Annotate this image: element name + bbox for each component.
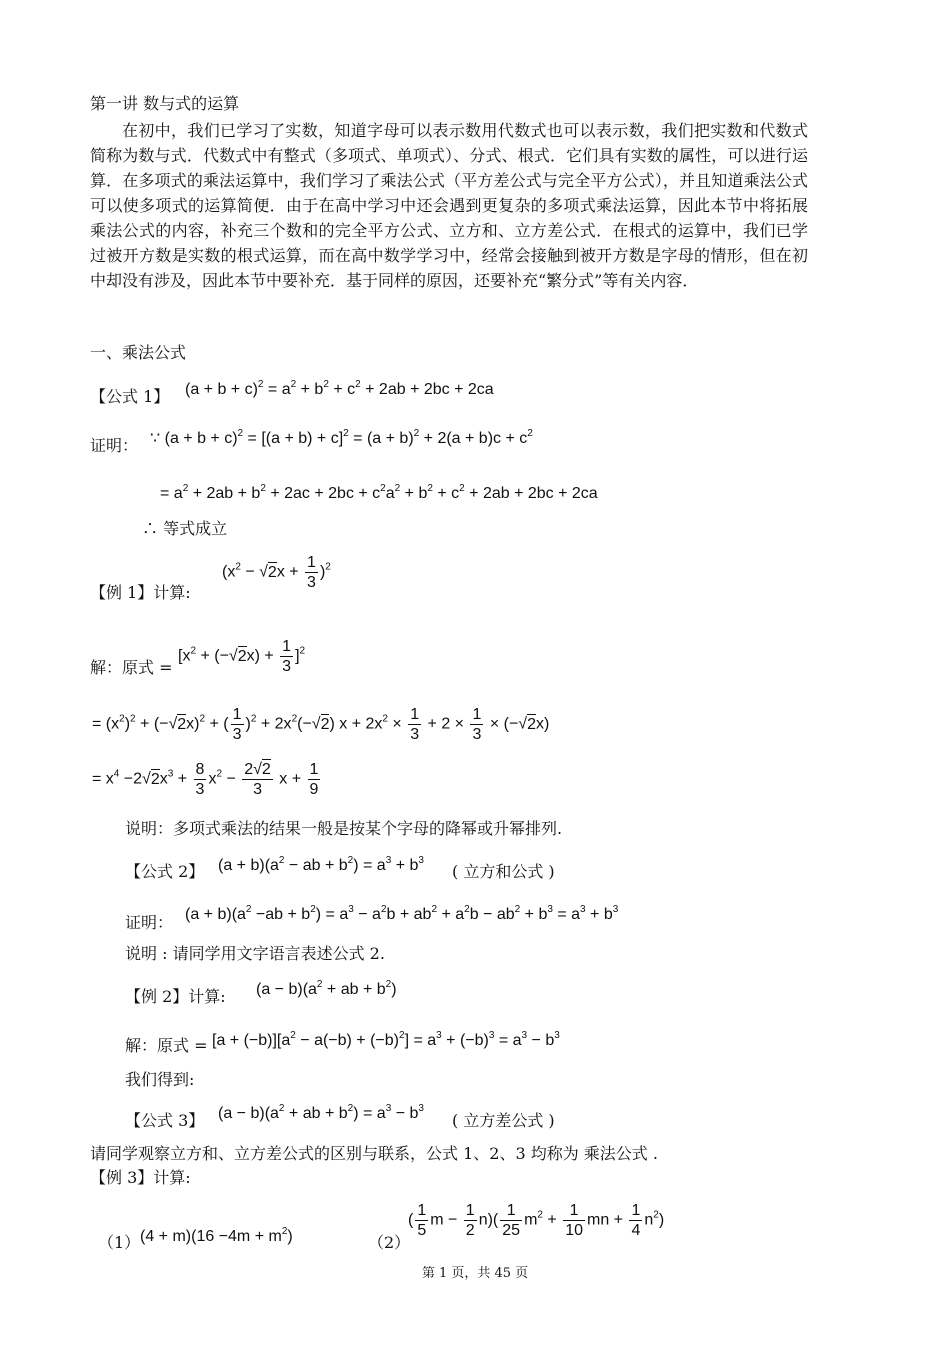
item-2-expression: ( $\frac{1}{5}$ m − $\frac{1}{2}$ n)( $\frac{1}{25}$ $m^2$ + $\frac{1}{10}$ mn + $\frac{1}{4}$ $n^2$) bbox=[408, 1202, 665, 1239]
formula-1-label: 【公式 1】 bbox=[90, 387, 170, 406]
solution-step-2: = $x^4 -2√2x^3$ + $\frac{8}{3}$ $x^2$ − $\frac{2√2}{3}$ x + $\frac{1}{9}$ bbox=[92, 761, 319, 798]
therefore-line: ∴ 等式成立 bbox=[142, 519, 228, 538]
item-1-expression: $(4 + m)(16 -4m + m^2)$ bbox=[140, 1226, 293, 1245]
formula-2-label: 【公式 2】 bbox=[125, 862, 205, 881]
formula-3: $(a - b)(a^2$ + ab + $b^2) = a^3 - b^3$ bbox=[218, 1103, 424, 1122]
formula-3-name: ( 立方差公式 ) bbox=[452, 1111, 555, 1130]
proof-label: 证明： bbox=[90, 436, 139, 455]
item-1-label: （1） bbox=[98, 1233, 141, 1252]
solution-2-label: 解：原式 = bbox=[125, 1036, 208, 1055]
item-2-label: （2） bbox=[368, 1233, 411, 1252]
example-1-expression: ($x^2 - √2x$ + $\frac{1}{3}$ )$^2$ bbox=[222, 554, 331, 591]
example-2-expression: $(a - b)(a^2$ + ab + $b^2$) bbox=[256, 979, 397, 998]
proof-line-1: ∵ $(a + b + c)^2 = [(a + b) + c]^2 = (a + b)^2 + 2(a + b)c + c^2$ bbox=[150, 428, 533, 447]
formula-3-label: 【公式 3】 bbox=[125, 1111, 205, 1130]
note-1: 说明：多项式乘法的结果一般是按某个字母的降幂或升幂排列. bbox=[125, 819, 563, 838]
solution-step-1: = $(x^2)^2 + (-√2x)^2$ + ( $\frac{1}{3}$ )$^2 + 2x^2(-√2) x + 2x^2$ × $\frac{1}{3}$ + 2 × $\frac{1}{3}$ × (−√2x) bbox=[92, 706, 550, 743]
observe-line: 请同学观察立方和、立方差公式的区别与联系，公式 1、2、3 均称为 乘法公式 . bbox=[90, 1144, 658, 1163]
formula-2: $(a + b)(a^2$ − ab + $b^2) = a^3 + b^3$ bbox=[218, 855, 424, 874]
example-2-label: 【例 2】计算: bbox=[125, 987, 226, 1006]
section-title: 一、乘法公式 bbox=[90, 343, 187, 362]
page-footer: 第 1 页，共 45 页 bbox=[421, 1266, 529, 1281]
example-3-label: 【例 3】计算: bbox=[90, 1168, 191, 1187]
formula-1: $(a + b + c)^2 = a^2 + b^2 + c^2 + 2ab + 2bc + 2ca$ bbox=[185, 379, 494, 398]
proof-line-2: = $a^2 + 2ab + b^2 + 2ac + 2bc + c^2a^2 + b^2 + c^2 + 2ab + 2bc + 2ca$ bbox=[160, 483, 598, 502]
proof-2-label: 证明： bbox=[125, 913, 174, 932]
proof-2: $(a + b)(a^2 -ab + b^2) = a^3 - a^2b + ab^2 + a^2b - ab^2 + b^3 = a^3 + b^3$ bbox=[185, 904, 619, 923]
note-2: 说明 : 请同学用文字语言表述公式 2. bbox=[125, 944, 385, 963]
solution-2: $[a + (-b)][a^2 - a(-b) + (-b)^2] = a^3 + (-b)^3 = a^3 - b^3$ bbox=[212, 1030, 560, 1049]
solution-label: 解：原式 = bbox=[90, 658, 173, 677]
intro-paragraph: 在初中，我们已学习了实数，知道字母可以表示数用代数式也可以表示数，我们把实数和代数式简称为数与式．代数式中有整式（多项式、单项式）、分式、根式．它们具有实数的属性，可以进行运算．在多项式的乘法运算中，我们学习了乘法公式（平方差公式与完全平方公式），并且知道乘法公式可以使多项式的运算简便．由于在高中学习中还会遇到更复杂的多项式乘法运算，因此本节中将拓展乘法公式的内容，补充三个数和的完全平方公式、立方和、立方差公式．在根式的运算中，我们已学过被开方数是实数的根式运算，而在高中数学学习中，经常会接触到被开方数是字母的情形，但在初中却没有涉及，因此本节中要补充．基于同样的原因，还要补充“繁分式”等有关内容． bbox=[90, 121, 808, 290]
solution-expression: [$x^2 + (-√2x)$ + $\frac{1}{3}$ ]$^2$ bbox=[178, 638, 306, 675]
formula-2-name: ( 立方和公式 ) bbox=[452, 862, 555, 881]
example-1-label: 【例 1】计算: bbox=[90, 583, 191, 602]
lecture-heading: 第一讲 数与式的运算 bbox=[90, 94, 240, 113]
we-get-line: 我们得到: bbox=[125, 1070, 195, 1089]
